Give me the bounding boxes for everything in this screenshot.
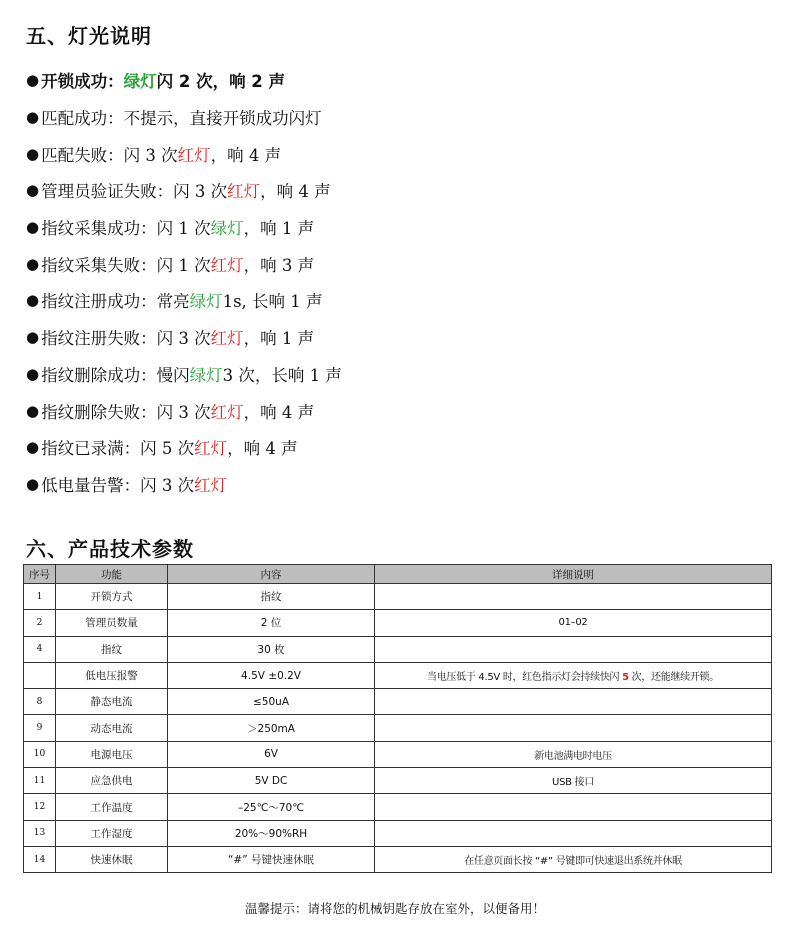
bullet-icon: ●: [26, 71, 40, 90]
table-row: [24, 741, 772, 767]
light-text: 指纹采集成功：闪 1 次: [41, 219, 211, 239]
row-content: 2 位: [168, 610, 375, 636]
row-content: 20%～90%RH: [168, 820, 375, 846]
light-text: 3 次，长响 1 声: [222, 365, 342, 385]
bullet-icon: ●: [26, 474, 40, 493]
light-item: [26, 135, 766, 172]
light-item: [26, 429, 766, 466]
bullet-icon: ●: [26, 254, 40, 273]
light-text: 指纹注册失败：闪 3 次: [41, 329, 211, 349]
table-row: [24, 662, 772, 688]
light-item: [26, 392, 766, 429]
row-function: 低电压报警: [56, 662, 168, 688]
row-number: 8: [24, 689, 56, 715]
table-row: [24, 584, 772, 610]
row-function: 工作湿度: [56, 820, 168, 846]
light-text: 匹配成功：不提示，直接开锁成功闪灯: [41, 109, 322, 129]
light-text: ，响 1 声: [243, 219, 315, 239]
row-function: 静态电流: [56, 689, 168, 715]
header-function: 功能: [56, 565, 168, 584]
row-content: –25℃～70℃: [168, 794, 375, 820]
table-row: [24, 846, 772, 872]
light-text: 管理员验证失败：闪 3 次: [41, 182, 228, 202]
table-row: [24, 820, 772, 846]
light-text: 开锁成功：: [41, 72, 124, 92]
row-content: 4.5V ±0.2V: [168, 662, 375, 688]
row-detail: [375, 741, 772, 767]
row-detail: [375, 820, 772, 846]
row-number: 13: [24, 820, 56, 846]
row-content: ＞250mA: [168, 715, 375, 741]
row-content: 30 枚: [168, 636, 375, 662]
green-light-text: 绿灯: [210, 219, 244, 239]
header-detail: 详细说明: [375, 565, 772, 584]
bullet-icon: ●: [26, 438, 40, 457]
bullet-icon: ●: [26, 291, 40, 310]
row-function: 开锁方式: [56, 584, 168, 610]
section-title-specs: 六、产品技术参数: [26, 537, 194, 561]
spec-table: [23, 564, 772, 873]
row-detail: [375, 794, 772, 820]
row-detail: [375, 768, 772, 794]
row-detail: [375, 584, 772, 610]
detail-text: 次，还能继续开锁。: [628, 672, 719, 684]
red-light-text: 红灯: [194, 475, 228, 495]
light-text: 指纹采集失败：闪 1 次: [41, 255, 211, 275]
row-function: 工作温度: [56, 794, 168, 820]
row-content: 6V: [168, 741, 375, 767]
light-text: 指纹注册成功：常亮: [41, 292, 190, 312]
light-item: [26, 62, 766, 99]
table-row: [24, 636, 772, 662]
detail-text: 在任意页面长按 “#” 号键即可快速退出系统并休眠: [464, 856, 682, 868]
red-light-text: 红灯: [210, 402, 244, 422]
row-number: 14: [24, 846, 56, 872]
green-light-text: 绿灯: [189, 365, 223, 385]
detail-text: 5: [622, 672, 629, 684]
red-light-text: 红灯: [210, 255, 244, 275]
red-light-text: 红灯: [194, 439, 228, 459]
table-row: [24, 768, 772, 794]
row-number: 9: [24, 715, 56, 741]
row-function: 快速休眠: [56, 846, 168, 872]
light-item: [26, 282, 766, 319]
light-text: ，响 1 声: [243, 329, 315, 349]
light-text: ，响 4 声: [227, 439, 298, 459]
row-content: ≤50uA: [168, 689, 375, 715]
light-text: 闪 2 次，响 2 声: [156, 72, 286, 92]
light-text: ，响 4 声: [210, 145, 282, 165]
bullet-icon: ●: [26, 328, 40, 347]
row-detail: [375, 689, 772, 715]
row-function: 应急供电: [56, 768, 168, 794]
light-item: [26, 99, 766, 136]
row-detail: [375, 636, 772, 662]
light-item: [26, 172, 766, 209]
light-text: 低电量告警：闪 3 次: [41, 475, 195, 495]
light-item: [26, 245, 766, 282]
red-light-text: 红灯: [227, 182, 261, 202]
row-number: 11: [24, 768, 56, 794]
bullet-icon: ●: [26, 218, 40, 237]
table-row: [24, 689, 772, 715]
light-text: ，响 4 声: [243, 402, 315, 422]
row-function: 管理员数量: [56, 610, 168, 636]
row-number: 1: [24, 584, 56, 610]
light-text: 1s, 长响 1 声: [222, 292, 323, 312]
row-number: 12: [24, 794, 56, 820]
detail-text: 01–02: [558, 617, 588, 629]
bullet-icon: ●: [26, 108, 40, 127]
bullet-icon: ●: [26, 401, 40, 420]
warm-tip: 温馨提示：请将您的机械钥匙存放在室外，以便备用！: [244, 901, 545, 916]
light-item: [26, 356, 766, 393]
row-function: 动态电流: [56, 715, 168, 741]
light-text: 指纹删除成功：慢闪: [41, 365, 190, 385]
spec-table-header: [24, 565, 772, 584]
light-text: 指纹删除失败：闪 3 次: [41, 402, 211, 422]
light-text: 匹配失败：闪 3 次: [41, 145, 178, 165]
bullet-icon: ●: [26, 364, 40, 383]
detail-text: 新电池满电时电压: [534, 750, 612, 762]
bullet-icon: ●: [26, 181, 40, 200]
detail-text: 当电压低于 4.5V 时，红色指示灯会持续快闪: [427, 672, 623, 684]
green-light-text: 绿灯: [189, 292, 223, 312]
row-number: [24, 662, 56, 688]
red-light-text: 红灯: [210, 329, 244, 349]
table-row: [24, 715, 772, 741]
bullet-icon: ●: [26, 144, 40, 163]
row-number: 4: [24, 636, 56, 662]
row-detail: [375, 846, 772, 872]
light-text: ，响 4 声: [260, 182, 331, 202]
row-detail: [375, 662, 772, 688]
detail-text: USB 接口: [552, 777, 594, 789]
row-detail: [375, 610, 772, 636]
light-item: [26, 319, 766, 356]
row-content: 5V DC: [168, 768, 375, 794]
light-item: [26, 466, 766, 503]
table-row: [24, 610, 772, 636]
light-descriptions-list: [26, 62, 766, 502]
header-no: 序号: [24, 565, 56, 584]
row-number: 2: [24, 610, 56, 636]
row-function: 指纹: [56, 636, 168, 662]
row-content: “#” 号键快速休眠: [168, 846, 375, 872]
header-content: 内容: [168, 565, 375, 584]
light-item: [26, 209, 766, 246]
row-detail: [375, 715, 772, 741]
table-row: [24, 794, 772, 820]
red-light-text: 红灯: [177, 145, 211, 165]
light-text: 指纹已录满：闪 5 次: [41, 439, 195, 459]
row-number: 10: [24, 741, 56, 767]
section-title-lights: 五、灯光说明: [26, 24, 152, 48]
light-text: ，响 3 声: [243, 255, 315, 275]
row-content: 指纹: [168, 584, 375, 610]
row-function: 电源电压: [56, 741, 168, 767]
green-light-text: 绿灯: [123, 72, 157, 92]
